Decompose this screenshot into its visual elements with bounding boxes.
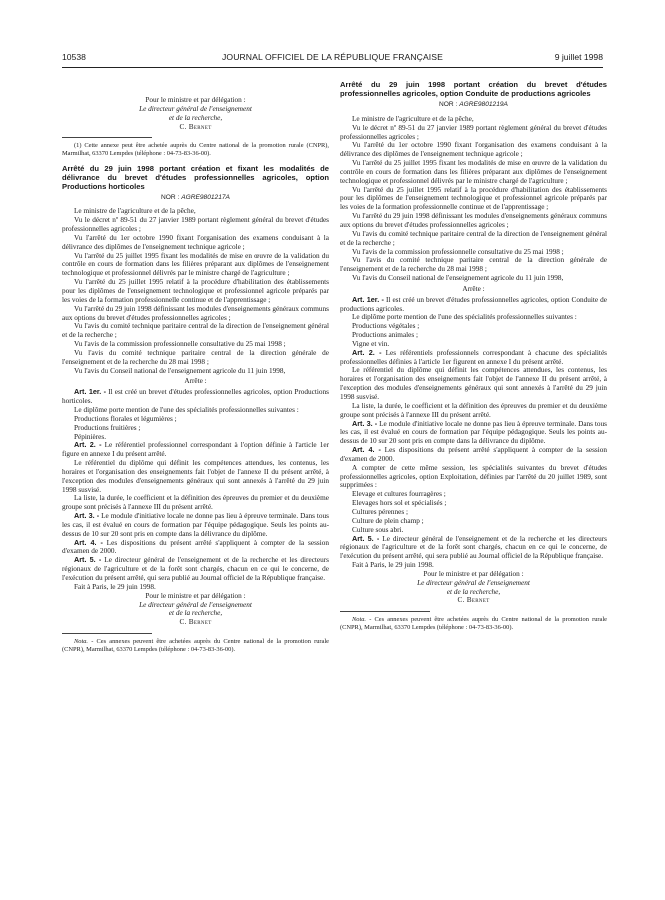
article-text: Il est créé un brevet d'études professionnelles agricoles, option Conduite de productions agricoles.: [340, 295, 607, 313]
article-text: Le directeur général de l'enseignement et de la recherche et les directeurs régionaux de l'agriculture et de la forêt sont chargés, chacun en ce qui le concerne, de l'exécution du présent arrêté, qui sera publié au Journal officiel de la République française.: [340, 534, 608, 561]
suppressed-item: Culture de plein champ ;: [352, 516, 424, 525]
visa-item: Vu l'arrêté du 25 juillet 1995 fixant les modalités de mise en œuvre de la validation du contrôle en cours de formation dans les filières préparant aux diplômes de l'enseignement technologique et professionnel délivrés par le ministre chargé de l'agriculture ;: [62, 251, 329, 278]
article-2: [62, 441, 329, 459]
specialty-item: Pépinières.: [74, 432, 107, 441]
article-text: Le module d'initiative locale ne donne pas lieu à épreuve terminale. Dans tous les cas, il est évalué en cours de formation par l'équipe pédagogique. Seuls les points au-dessus de 10 sur 20 sont pris en compte dans la délivrance du diplôme.: [340, 419, 607, 446]
article-label: Art. 3. -: [74, 511, 100, 521]
article-label: Art. 5. -: [74, 555, 102, 565]
signature-name: C. Bernet: [179, 618, 212, 627]
article-text: Le référentiel professionnel correspondant à l'option définie à l'article 1er figure en annexe I du présent arrêté.: [62, 441, 329, 459]
visa-item: Vu l'avis du comité technique paritaire central de la direction de l'enseignement général et de la recherche ;: [62, 322, 329, 340]
decree-title: Arrêté du 29 juin 1998 portant création et fixant les modalités de délivrance du brevet d'études professionnelles agricoles, option Productions horticoles: [62, 163, 329, 191]
visa-item: Vu l'avis du comité technique paritaire central de la direction générale de l'enseignement et de la recherche du 28 mai 1998 ;: [340, 256, 607, 274]
signature-name: C. Bernet: [179, 122, 212, 131]
signature-line: Pour le ministre et par délégation :: [145, 591, 246, 600]
article-text: Les référentiels professionnels correspondant à chacune des spécialités professionnelles définies à l'article 1er figurent en annexe I du présent arrêté.: [340, 348, 607, 366]
article-text: Le référentiel du diplôme qui définit les compétences attendues, les contenus, les horaires et l'organisation des enseignements fait l'objet de l'annexe II du présent arrêté, à l'exception des modules d'enseignements généraux qui sont annexés à l'arrêté du 29 juin 1998 susvisé.: [62, 459, 329, 494]
article-text: La liste, la durée, le coefficient et la définition des épreuves du premier et du deuxième groupe sont précisés à l'annexe III du présent arrêté.: [62, 494, 329, 512]
note-rule: [62, 137, 152, 138]
article-text: Le diplôme porte mention de l'une des spécialités professionnelles suivantes :: [74, 405, 299, 414]
suppressed-item: Elevages hors sol et spécialisés ;: [352, 499, 447, 508]
page-number: 10538: [62, 52, 86, 62]
article-3: [62, 512, 329, 539]
article-text: Le module d'initiative locale ne donne pas lieu à épreuve terminale. Dans tous les cas, il est évalué en cours de formation par l'équipe pédagogique. Seuls les points au-dessus de 10 sur 20 sont pris en compte dans la délivrance du diplôme.: [62, 512, 329, 538]
nota-label: Nota. -: [74, 638, 94, 646]
suppressed-item: Elevage et cultures fourragères ;: [352, 490, 446, 499]
visa-item: Vu l'arrêté du 1er octobre 1990 fixant l'organisation des examens conduisant à la délivrance des diplômes de l'enseignement technique agricole ;: [340, 141, 607, 159]
decree-title: Arrêté du 29 juin 1998 portant création du brevet d'études professionnelles agricoles, option Conduite de productions agricoles: [340, 80, 607, 98]
top-signature: [62, 96, 329, 131]
header-rule: [62, 67, 603, 68]
nor-label: NOR :: [439, 101, 460, 108]
nor-label: NOR :: [161, 193, 182, 201]
specialty-item: Productions animales ;: [352, 331, 419, 340]
nota-text: Ces annexes peuvent être achetées auprès du Centre national de la promotion rurale (CNPR), Marmilhat, 63370 Lempdes (téléphone : 04-73-83-36-00).: [62, 638, 329, 653]
specialty-item: Productions florales et légumières ;: [74, 414, 177, 423]
footnote: (1) Cette annexe peut être achetée auprès du Centre national de la promotion rurale (CNPR), Marmilhat, 63370 Lempdes (téléphone : 04-73-83-36-00).: [62, 142, 329, 157]
article-text: A compter de cette même session, les spécialités suivantes du brevet d'études professionnelles agricoles, option Exploitation, définies par l'arrêté du 20 juillet 1989, sont supprimées :: [340, 463, 607, 490]
article-label: Art. 4. -: [352, 445, 381, 455]
arrete-heading: Arrête :: [184, 377, 207, 386]
suppressed-item: Culture sous abri.: [352, 525, 404, 534]
article-2: [340, 349, 607, 367]
article-5: [62, 556, 329, 583]
signature-block: [340, 570, 607, 605]
article-label: Art. 2. -: [352, 347, 382, 357]
article-text: Les dispositions du présent arrêté s'appliquent à compter de la session d'examen de 2000.: [340, 446, 607, 463]
visa-item: Vu l'arrêté du 29 juin 1998 définissant les modules d'enseignements généraux communs aux options du brevet d'études professionnelles agricoles ;: [340, 212, 607, 229]
signature-line: Pour le ministre et par délégation :: [423, 569, 524, 578]
intro: Le ministre de l'agriculture et de la pêche,: [352, 114, 474, 123]
right-column: [340, 74, 607, 631]
intro: Le ministre de l'agriculture et de la pêche,: [74, 207, 196, 216]
nota: [340, 616, 607, 631]
visa-item: Vu l'avis du comité technique paritaire central de la direction de l'enseignement général et de la recherche ;: [340, 229, 607, 247]
article-text: Il est créé un brevet d'études professionnelles agricoles, option Productions horticoles.: [62, 388, 329, 406]
visa-item: Vu le décret nº 89-51 du 27 janvier 1989 portant règlement général du brevet d'études professionnelles agricoles ;: [62, 216, 329, 234]
article-text: Les dispositions du présent arrêté s'appliquent à compter de la session d'examen de 2000.: [62, 538, 329, 556]
article-label: Art. 1er. -: [352, 294, 384, 304]
article-text: La liste, la durée, le coefficient et la définition des épreuves du premier et du deuxième groupe sont précisés à l'annexe III du présent arrêté.: [340, 401, 607, 419]
signed-place-date: Fait à Paris, le 29 juin 1998.: [74, 582, 156, 591]
signature-line: Le directeur général de l'enseignement: [139, 104, 252, 113]
specialties-list: [340, 322, 607, 349]
article-label: Art. 5. -: [352, 533, 380, 543]
article-3: [340, 420, 607, 447]
visa-item: Vu l'arrêté du 25 juillet 1995 fixant les modalités de mise en œuvre de la validation du contrôle en cours de formation dans les filières préparant aux diplômes de l'enseignement technologique et professionnel délivrés par le ministre chargé de l'agriculture ;: [340, 159, 607, 185]
article-text: Le diplôme porte mention de l'une des spécialités professionnelles suivantes :: [352, 313, 577, 322]
suppressed-item: Cultures pérennes ;: [352, 507, 408, 516]
visa-item: Vu l'avis du Conseil national de l'enseignement agricole du 11 juin 1998,: [352, 274, 564, 283]
visa-item: Vu l'avis de la commission professionnelle consultative du 25 mai 1998 ;: [352, 247, 564, 256]
signature-line: Pour le ministre et par délégation :: [145, 96, 246, 104]
nota-label: Nota. -: [352, 616, 372, 624]
signature-line: et de la recherche,: [168, 113, 223, 122]
nor-code: AGRE9801217A: [181, 193, 230, 201]
signature-line: et de la recherche,: [446, 587, 501, 596]
visa-item: Vu le décret nº 89-51 du 27 janvier 1989 portant règlement général du brevet d'études professionnelles agricoles ;: [340, 123, 607, 141]
note-rule: [62, 633, 152, 634]
article-label: Art. 4. -: [74, 537, 103, 547]
nor-reference: [340, 101, 607, 110]
visa-item: Vu l'arrêté du 25 juillet 1995 relatif à la procédure d'habilitation des établissements pour les diplômes de l'enseignement technologique et professionnel agricole préparés par les voies de la formation professionnelle continue et de l'apprentissage ;: [340, 185, 607, 212]
article-4: [340, 446, 607, 464]
visa-item: Vu l'arrêté du 29 juin 1998 définissant les modules d'enseignements généraux communs aux options du brevet d'études professionnelles agricoles ;: [62, 304, 329, 322]
article-1: [62, 388, 329, 406]
specialties-list: [62, 415, 329, 442]
article-label: Art. 3. -: [352, 418, 378, 428]
specialty-item: Vigne et vin.: [352, 339, 390, 348]
signature-line: Le directeur général de l'enseignement: [417, 578, 530, 587]
article-5: [340, 535, 607, 562]
specialty-item: Productions végétales ;: [352, 322, 420, 331]
article-label: Art. 1er. -: [74, 387, 107, 397]
issue-date: 9 juillet 1998: [554, 52, 603, 62]
suppressed-list: [340, 490, 607, 534]
article-text: Le référentiel du diplôme qui définit les compétences attendues, les contenus, les horaires et l'organisation des enseignements fait l'objet de l'annexe II du présent arrêté, à l'exception des modules d'enseignements généraux qui sont annexés à l'arrêté du 29 juin 1998 susvisé.: [340, 366, 607, 401]
article-4: [62, 539, 329, 557]
signature-name: C. Bernet: [457, 596, 490, 605]
nor-code: AGRE9801219A: [459, 101, 508, 108]
visas-list: [340, 124, 607, 283]
nota-text: Ces annexes peuvent être achetées auprès du Centre national de la promotion rurale (CNPR), Marmilhat, 63370 Lempdes (téléphone : 04-73-83-36-00).: [340, 616, 607, 631]
visa-item: Vu l'avis de la commission professionnelle consultative du 25 mai 1998 ;: [74, 340, 286, 349]
signature-line: Le directeur général de l'enseignement: [139, 600, 252, 609]
signature-line: et de la recherche,: [168, 609, 223, 618]
arrete-heading: Arrête :: [462, 284, 485, 293]
signed-place-date: Fait à Paris, le 29 juin 1998.: [352, 561, 434, 570]
article-label: Art. 2. -: [74, 440, 102, 450]
visa-item: Vu l'avis du Conseil national de l'enseignement agricole du 11 juin 1998,: [74, 366, 286, 375]
nor-reference: [62, 194, 329, 203]
specialty-item: Productions fruitières ;: [74, 423, 141, 432]
visas-list: [62, 216, 329, 375]
visa-item: Vu l'arrêté du 1er octobre 1990 fixant l'organisation des examens conduisant à la délivrance des diplômes de l'enseignement technique agricole ;: [62, 233, 329, 251]
note-rule: [340, 611, 430, 612]
signature-block: [62, 592, 329, 627]
article-text: Le directeur général de l'enseignement et de la recherche et les directeurs régionaux de l'agriculture et de la forêt sont chargés, chacun en ce qui le concerne, de l'exécution du présent arrêté, qui sera publié au Journal officiel de la République française.: [62, 556, 330, 582]
journal-title: JOURNAL OFFICIEL DE LA RÉPUBLIQUE FRANÇAISE: [222, 52, 443, 62]
visa-item: Vu l'arrêté du 25 juillet 1995 relatif à la procédure d'habilitation des établissements pour les diplômes de l'enseignement technologique et professionnel agricole préparés par les voies de la formation professionnelle continue et de l'apprentissage ;: [62, 278, 329, 304]
left-column: [62, 74, 329, 653]
nota: [62, 638, 329, 653]
visa-item: Vu l'avis du comité technique paritaire central de la direction générale de l'enseignement et de la recherche du 28 mai 1998 ;: [62, 348, 329, 366]
page-header: [62, 52, 603, 66]
article-1: [340, 296, 607, 314]
